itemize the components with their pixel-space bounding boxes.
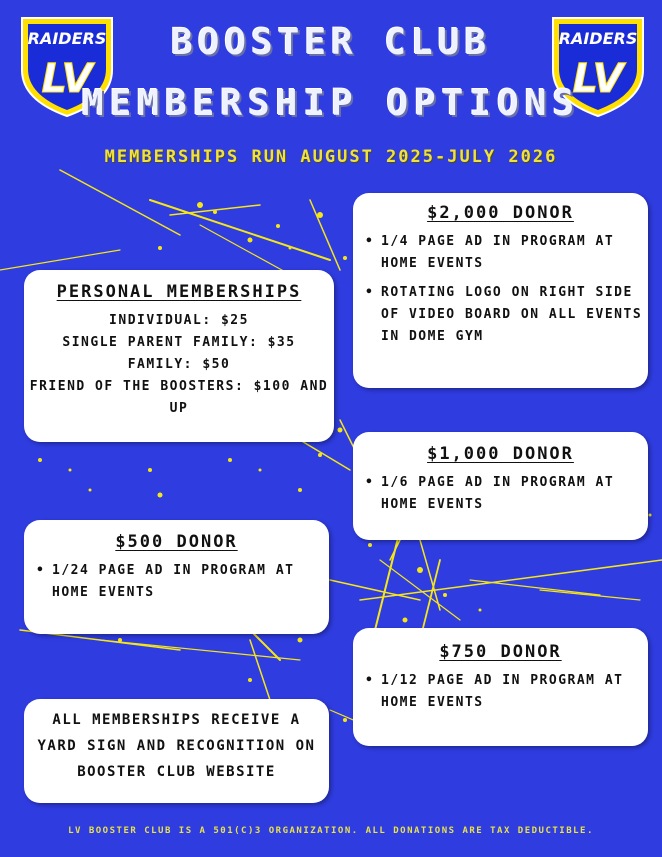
- benefit-item: • 1/12 PAGE AD IN PROGRAM AT HOME EVENTS: [381, 670, 648, 714]
- donor-1000-heading: $1,000 DONOR: [427, 444, 574, 464]
- membership-tier: INDIVIDUAL: $25: [109, 313, 249, 328]
- donor-500-benefits: [24, 560, 329, 604]
- membership-perks-note: ALL MEMBERSHIPS RECEIVE A YARD SIGN AND RECOGNITION ON BOOSTER CLUB WEBSITE: [37, 712, 316, 780]
- membership-tier: FRIEND OF THE BOOSTERS: $100 AND UP: [29, 379, 329, 416]
- benefit-item: • 1/4 PAGE AD IN PROGRAM AT HOME EVENTS: [381, 231, 648, 275]
- personal-memberships-card: [24, 270, 334, 442]
- donor-2000-benefits: [353, 231, 648, 348]
- benefit-item: • 1/6 PAGE AD IN PROGRAM AT HOME EVENTS: [381, 472, 648, 516]
- personal-memberships-list: [24, 310, 334, 420]
- logo-initials: LV: [41, 56, 93, 102]
- logo-initials: LV: [572, 56, 624, 102]
- personal-memberships-heading: PERSONAL MEMBERSHIPS: [56, 282, 302, 302]
- logo-raiders-text: RAIDERS: [558, 29, 638, 48]
- membership-tier: FAMILY: $50: [127, 357, 231, 372]
- title-line-2: MEMBERSHIP OPTIONS: [81, 83, 581, 124]
- donor-1000-benefits: [353, 472, 648, 516]
- donor-750-card: [353, 628, 648, 746]
- donor-750-heading: $750 DONOR: [439, 642, 562, 662]
- membership-period-subtitle: MEMBERSHIPS RUN AUGUST 2025-JULY 2026: [104, 147, 558, 167]
- donor-750-benefits: [353, 670, 648, 714]
- membership-perks-card: [24, 699, 329, 803]
- membership-tier: SINGLE PARENT FAMILY: $35: [62, 335, 296, 350]
- logo-raiders-text: RAIDERS: [27, 29, 107, 48]
- donor-1000-card: [353, 432, 648, 540]
- benefit-item: • 1/24 PAGE AD IN PROGRAM AT HOME EVENTS: [52, 560, 329, 604]
- donor-500-heading: $500 DONOR: [115, 532, 238, 552]
- donor-500-card: [24, 520, 329, 634]
- benefit-item: • ROTATING LOGO ON RIGHT SIDE OF VIDEO BOARD ON ALL EVENTS IN DOME GYM: [381, 282, 648, 348]
- donor-2000-card: [353, 193, 648, 388]
- donor-2000-heading: $2,000 DONOR: [427, 203, 574, 223]
- footer-disclaimer: LV BOOSTER CLUB IS A 501(C)3 ORGANIZATION. ALL DONATIONS ARE TAX DEDUCTIBLE.: [68, 826, 594, 836]
- title-line-1: BOOSTER CLUB: [170, 22, 492, 63]
